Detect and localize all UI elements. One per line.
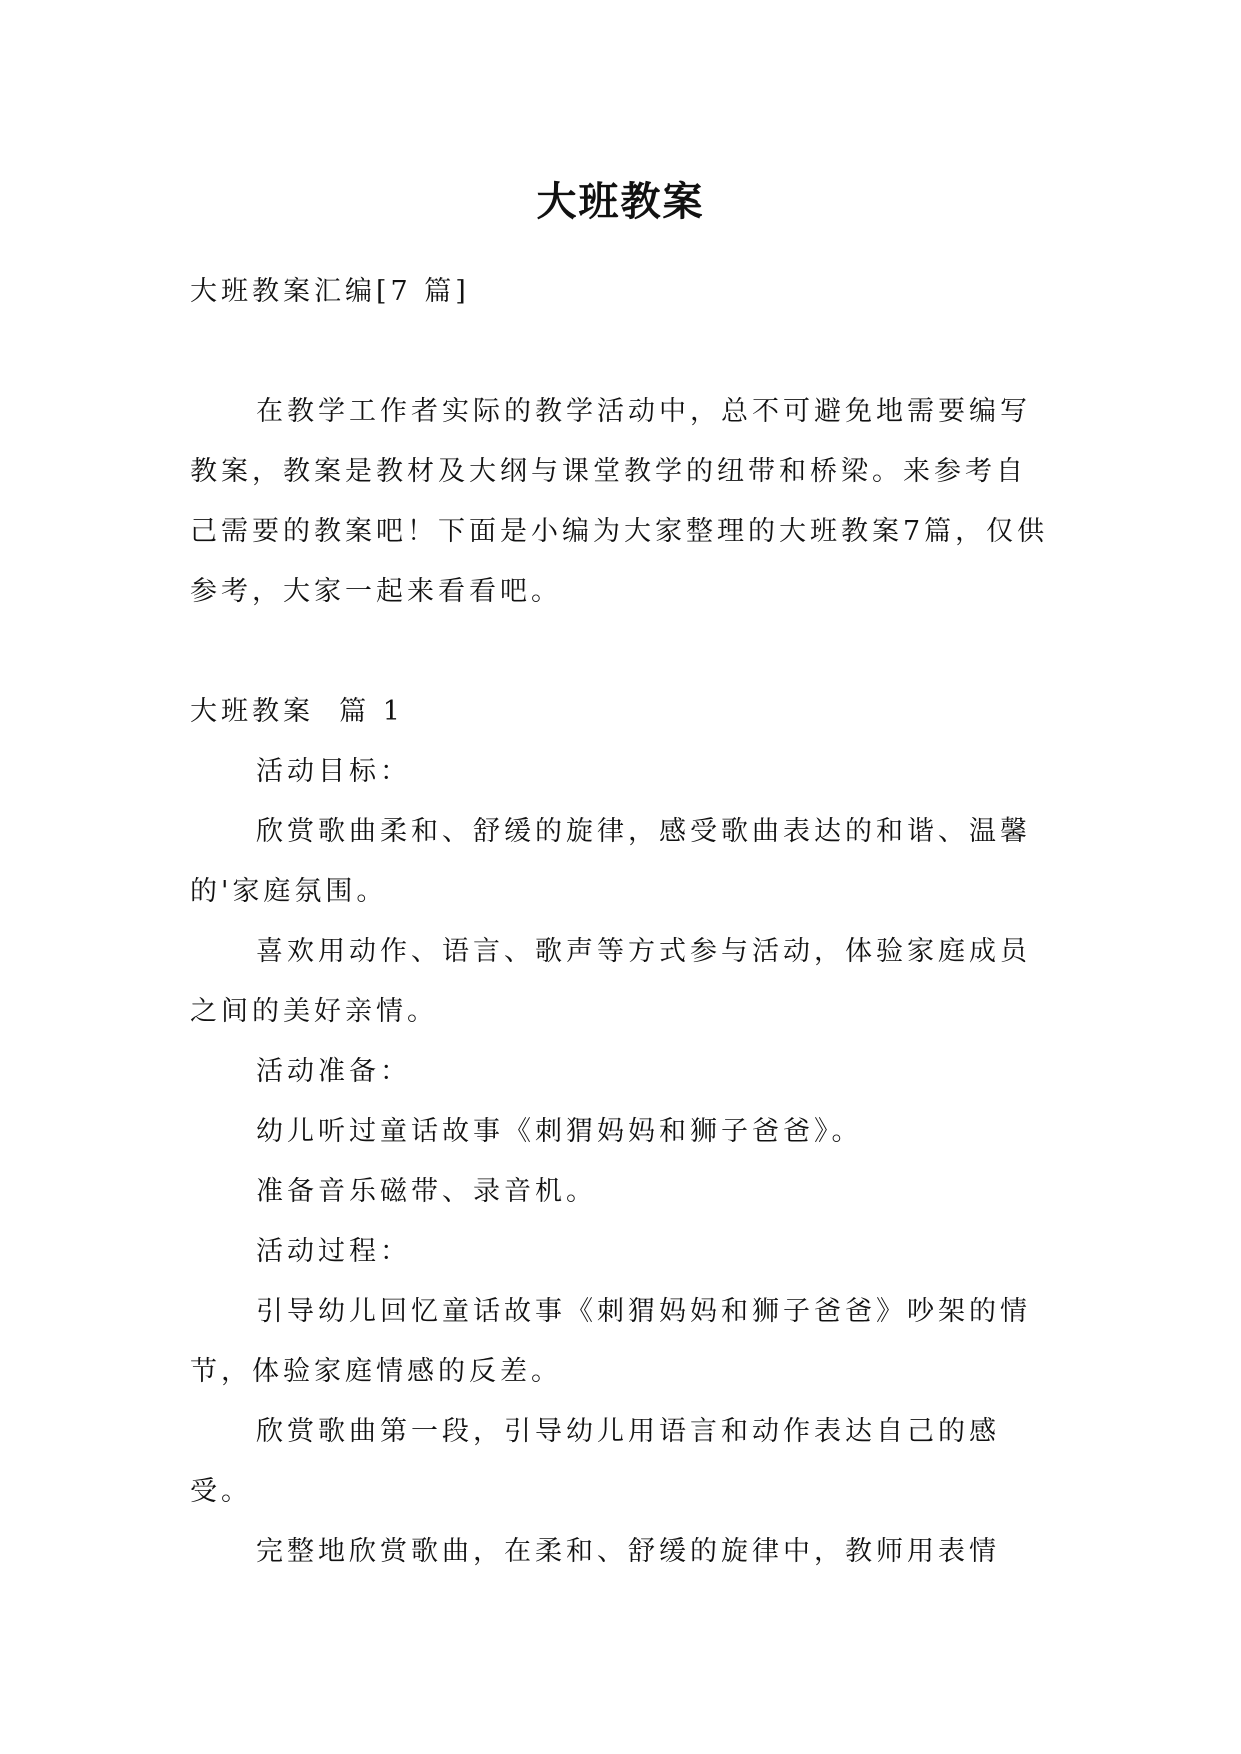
paragraph-process-2: 欣赏歌曲第一段，引导幼儿用语言和动作表达自己的感受。	[190, 1416, 1000, 1507]
paragraph-preparation-1: 幼儿听过童话故事《刺猬妈妈和狮子爸爸》。	[256, 1116, 863, 1147]
paragraph-preparation-2: 准备音乐磁带、录音机。	[256, 1176, 597, 1207]
paragraph-process-1: 引导幼儿回忆童话故事《刺猬妈妈和狮子爸爸》吵架的情节，体验家庭情感的反差。	[190, 1296, 1031, 1387]
document-title: 大班教案	[536, 178, 705, 225]
paragraph-goal-1: 欣赏歌曲柔和、舒缓的旋律，感受歌曲表达的和谐、温馨的'家庭氛围。	[190, 816, 1031, 907]
paragraph-goal-2: 喜欢用动作、语言、歌声等方式参与活动，体验家庭成员之间的美好亲情。	[190, 936, 1031, 1027]
intro-paragraph: 在教学工作者实际的教学活动中，总不可避免地需要编写教案，教案是教材及大纲与课堂教学的纽带和桥梁。来参考自己需要的教案吧！下面是小编为大家整理的大班教案7篇，仅供参考，大家一起来看看吧。	[190, 396, 1049, 607]
paragraph-activity-goals-heading: 活动目标：	[256, 756, 411, 787]
paragraph-preparation-heading: 活动准备：	[256, 1056, 411, 1087]
document-subtitle: 大班教案汇编[7 篇]	[190, 276, 470, 307]
document-body	[190, 262, 1050, 1582]
paragraph-process-heading: 活动过程：	[256, 1236, 411, 1267]
paragraph-process-3: 完整地欣赏歌曲，在柔和、舒缓的旋律中，教师用表情	[256, 1536, 1000, 1567]
section-heading: 大班教案 篇 1	[190, 696, 404, 727]
